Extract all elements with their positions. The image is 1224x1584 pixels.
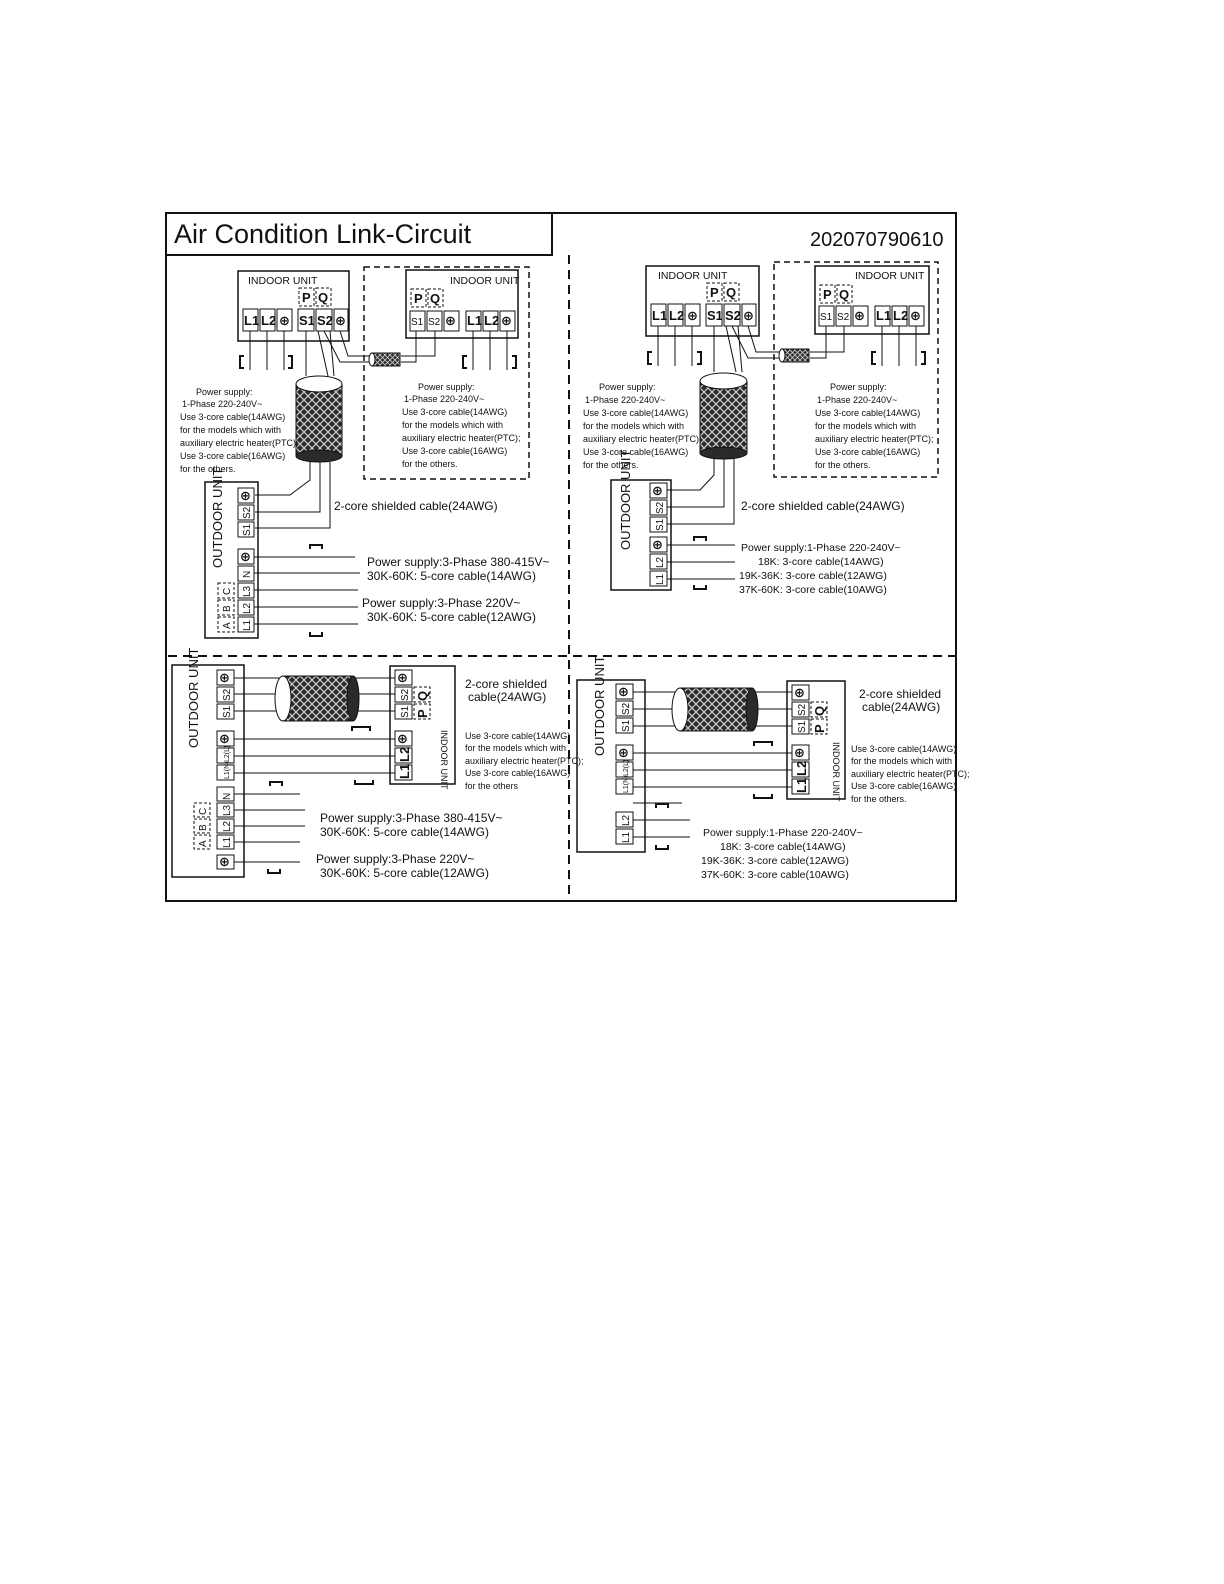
terminal-s2: S2	[428, 317, 441, 328]
svg-text:auxiliary electric heater(PTC): auxiliary electric heater(PTC);	[583, 434, 702, 444]
ground-icon: ⊕	[501, 313, 512, 328]
ground-icon: ⊕	[335, 313, 346, 328]
shielded-cable	[700, 381, 747, 453]
terminal-l2l: L2(L)	[224, 745, 231, 762]
terminal-l2: L2	[893, 308, 909, 323]
ground-icon: ⊕	[794, 685, 805, 700]
svg-text:for the models which with: for the models which with	[465, 743, 567, 753]
terminal-l1: L1	[876, 308, 892, 323]
ground-icon: ⊕	[910, 308, 921, 323]
terminal-s1: S1	[820, 312, 833, 323]
ground-icon: ⊕	[794, 745, 805, 760]
terminal-n: N	[242, 570, 253, 578]
three-phase-380-cable: 30K-60K: 5-core cable(14AWG)	[367, 569, 536, 583]
svg-text:for the others.: for the others.	[815, 460, 871, 470]
terminal-q: Q	[812, 705, 827, 716]
ground-icon: ⊕	[687, 308, 698, 323]
terminal-s2: S2	[797, 703, 808, 716]
indoor-unit-label: INDOOR UNIT	[831, 742, 841, 802]
terminal-l1: L1	[222, 836, 233, 848]
shielded-cable-label-1: 2-core shielded	[859, 687, 942, 701]
terminal-l3: L3	[222, 804, 233, 816]
indoor-unit-label: INDOOR UNIT	[439, 730, 449, 790]
terminal-l1: L1	[397, 763, 412, 779]
ground-icon: ⊕	[279, 313, 290, 328]
terminal-l2: L2	[621, 814, 632, 826]
terminal-q: Q	[415, 690, 430, 701]
single-phase-line3: 37K-60K: 3-core cable(10AWG)	[701, 869, 849, 881]
terminal-n: N	[222, 792, 233, 800]
terminal-p: P	[414, 291, 423, 306]
terminal-l1: L1	[242, 619, 253, 631]
ground-icon: ⊕	[618, 684, 629, 699]
shielded-cable-segment	[372, 353, 400, 366]
terminal-s1: S1	[655, 518, 666, 531]
quadrant-bottom-right	[577, 656, 970, 881]
terminal-p: P	[812, 724, 827, 733]
outdoor-unit-box	[577, 680, 645, 852]
quadrant-top-left	[180, 267, 549, 638]
svg-text:Use 3-core cable(16AWG): Use 3-core cable(16AWG)	[402, 446, 508, 456]
quadrant-bottom-left	[172, 648, 584, 880]
diagram-title: Air Condition Link-Circuit	[174, 219, 472, 249]
ground-icon: ⊕	[854, 308, 865, 323]
svg-text:for the models which with: for the models which with	[815, 421, 917, 431]
terminal-l1n: L1(N)	[224, 761, 231, 779]
terminal-l1: L1	[244, 313, 260, 328]
svg-text:for the models which with: for the models which with	[180, 425, 282, 435]
outdoor-unit-label: OUTDOOR UNIT	[210, 467, 225, 568]
svg-text:auxiliary electric heater(PTC): auxiliary electric heater(PTC);	[180, 438, 299, 448]
ground-icon: ⊕	[445, 313, 456, 328]
single-phase-line2: 19K-36K: 3-core cable(12AWG)	[739, 570, 887, 582]
terminal-l2: L2	[794, 760, 809, 776]
svg-text:for the others.: for the others.	[180, 464, 236, 474]
terminal-s2: S2	[621, 702, 632, 715]
svg-text:for the others.: for the others.	[402, 459, 458, 469]
quadrant-top-right	[583, 262, 938, 596]
terminal-s2: S2	[655, 501, 666, 514]
terminal-p: P	[710, 285, 719, 300]
svg-text:Use 3-core cable(14AWG): Use 3-core cable(14AWG)	[851, 744, 957, 754]
terminal-b: B	[222, 605, 233, 612]
ground-icon: ⊕	[618, 745, 629, 760]
indoor-unit-label: INDOOR UNIT	[855, 270, 925, 282]
terminal-c: C	[198, 807, 209, 815]
svg-text:Power supply:: Power supply:	[196, 387, 253, 397]
three-phase-220-cable: 30K-60K: 5-core cable(12AWG)	[320, 866, 489, 880]
svg-text:for the models which with: for the models which with	[583, 421, 685, 431]
indoor-cable-note	[465, 731, 584, 791]
terminal-q: Q	[726, 285, 737, 300]
svg-text:Power supply:: Power supply:	[830, 382, 887, 392]
shielded-cable-label-2: cable(24AWG)	[862, 700, 941, 714]
ground-icon: ⊕	[397, 670, 408, 685]
terminal-l2: L2	[484, 313, 500, 328]
single-phase-title: Power supply:1-Phase 220-240V~	[703, 827, 863, 839]
terminal-s1: S1	[222, 705, 233, 718]
three-phase-380-title: Power supply:3-Phase 380-415V~	[320, 811, 503, 825]
svg-text:for the models which with: for the models which with	[851, 756, 953, 766]
terminal-p: P	[823, 287, 832, 302]
terminal-l1n: L1(N)	[623, 775, 630, 793]
svg-text:for the others.: for the others.	[851, 794, 907, 804]
svg-text:Use 3-core cable(14AWG): Use 3-core cable(14AWG)	[815, 408, 921, 418]
three-phase-220-title: Power supply:3-Phase 220V~	[316, 852, 475, 866]
outdoor-unit-label: OUTDOOR UNIT	[186, 647, 201, 748]
terminal-l2: L2	[655, 556, 666, 568]
shielded-cable-label: 2-core shielded cable(24AWG)	[334, 499, 498, 513]
indoor-power-note	[583, 382, 702, 470]
single-phase-line1: 18K: 3-core cable(14AWG)	[758, 556, 884, 568]
terminal-s1: S1	[400, 705, 411, 718]
terminal-s1: S1	[242, 523, 253, 536]
svg-text:auxiliary electric heater(PTC): auxiliary electric heater(PTC);	[851, 769, 970, 779]
terminal-a: A	[198, 840, 209, 847]
terminal-a: A	[222, 622, 233, 629]
svg-text:for the others.: for the others.	[583, 460, 639, 470]
shielded-cable-label-1: 2-core shielded	[465, 677, 548, 691]
terminal-l2: L2	[397, 746, 412, 762]
terminal-s1: S1	[797, 720, 808, 733]
ground-icon: ⊕	[652, 537, 663, 552]
terminal-l2: L2	[222, 820, 233, 832]
terminal-l2l: L2(L)	[623, 759, 630, 776]
svg-text:auxiliary electric heater(PTC): auxiliary electric heater(PTC);	[465, 756, 584, 766]
svg-text:1-Phase 220-240V~: 1-Phase 220-240V~	[182, 399, 263, 409]
terminal-s2: S2	[725, 308, 741, 323]
terminal-s1: S1	[411, 317, 424, 328]
single-phase-line3: 37K-60K: 3-core cable(10AWG)	[739, 584, 887, 596]
terminal-p: P	[415, 709, 430, 718]
terminal-l2: L2	[669, 308, 685, 323]
shielded-cable	[283, 676, 353, 721]
svg-text:auxiliary electric heater(PTC): auxiliary electric heater(PTC);	[402, 433, 521, 443]
ground-icon: ⊕	[240, 549, 251, 564]
terminal-l1: L1	[467, 313, 483, 328]
shielded-cable	[296, 384, 342, 456]
terminal-l1: L1	[655, 573, 666, 585]
terminal-l3: L3	[242, 585, 253, 597]
svg-text:Power supply:: Power supply:	[418, 382, 475, 392]
terminal-c: C	[222, 587, 233, 595]
svg-text:Power supply:: Power supply:	[599, 382, 656, 392]
single-phase-line1: 18K: 3-core cable(14AWG)	[720, 841, 846, 853]
terminal-l1: L1	[652, 308, 668, 323]
ground-icon: ⊕	[219, 731, 230, 746]
shielded-cable-segment	[782, 349, 809, 362]
terminal-q: Q	[839, 287, 850, 302]
terminal-s2: S2	[242, 506, 253, 519]
terminal-l1: L1	[794, 777, 809, 793]
three-phase-380-cable: 30K-60K: 5-core cable(14AWG)	[320, 825, 489, 839]
indoor-power-note	[402, 382, 521, 469]
single-phase-line2: 19K-36K: 3-core cable(12AWG)	[701, 855, 849, 867]
terminal-q: Q	[318, 290, 329, 305]
indoor-unit-label: INDOOR UNIT	[248, 275, 318, 287]
terminal-b: B	[198, 824, 209, 831]
svg-text:Use 3-core cable(16AWG): Use 3-core cable(16AWG)	[583, 447, 689, 457]
svg-text:Use 3-core cable(14AWG): Use 3-core cable(14AWG)	[180, 412, 286, 422]
terminal-s2: S2	[317, 313, 333, 328]
outdoor-unit-label: OUTDOOR UNIT	[592, 655, 607, 756]
terminal-q: Q	[430, 291, 441, 306]
three-phase-380-title: Power supply:3-Phase 380-415V~	[367, 555, 550, 569]
svg-text:Use 3-core cable(16AWG): Use 3-core cable(16AWG)	[851, 781, 957, 791]
terminal-s1: S1	[621, 719, 632, 732]
diagram-code: 202070790610	[810, 229, 944, 251]
svg-text:Use 3-core cable(14AWG): Use 3-core cable(14AWG)	[402, 407, 508, 417]
indoor-unit-group-dashed	[774, 262, 938, 477]
indoor-cable-note	[851, 744, 970, 804]
three-phase-220-cable: 30K-60K: 5-core cable(12AWG)	[367, 610, 536, 624]
svg-text:Use 3-core cable(14AWG): Use 3-core cable(14AWG)	[465, 731, 571, 741]
svg-text:1-Phase 220-240V~: 1-Phase 220-240V~	[404, 394, 485, 404]
indoor-unit-label: INDOOR UNIT	[658, 270, 728, 282]
ground-icon: ⊕	[219, 854, 230, 869]
svg-text:Use 3-core cable(16AWG): Use 3-core cable(16AWG)	[465, 768, 571, 778]
terminal-s1: S1	[299, 313, 315, 328]
ground-icon: ⊕	[743, 308, 754, 323]
terminal-s2: S2	[837, 312, 850, 323]
terminal-s1: S1	[707, 308, 723, 323]
svg-text:for the others: for the others	[465, 781, 519, 791]
ground-icon: ⊕	[219, 670, 230, 685]
shielded-cable-label-2: cable(24AWG)	[468, 690, 547, 704]
terminal-s2: S2	[222, 688, 233, 701]
svg-text:Use 3-core cable(16AWG): Use 3-core cable(16AWG)	[815, 447, 921, 457]
terminal-l1: L1	[621, 831, 632, 843]
ground-icon: ⊕	[397, 731, 408, 746]
ground-icon: ⊕	[240, 488, 251, 503]
terminal-s2: S2	[400, 688, 411, 701]
indoor-unit-label: INDOOR UNIT	[450, 275, 520, 287]
three-phase-220-title: Power supply:3-Phase 220V~	[362, 596, 521, 610]
indoor-power-note	[180, 387, 299, 474]
terminal-l2: L2	[242, 602, 253, 614]
terminal-l2: L2	[261, 313, 277, 328]
svg-text:1-Phase 220-240V~: 1-Phase 220-240V~	[817, 395, 898, 405]
svg-text:for the models which with: for the models which with	[402, 420, 504, 430]
terminal-p: P	[302, 290, 311, 305]
outdoor-unit-label: OUTDOOR UNIT	[618, 449, 633, 550]
svg-text:auxiliary electric heater(PTC): auxiliary electric heater(PTC);	[815, 434, 934, 444]
svg-text:Use 3-core cable(16AWG): Use 3-core cable(16AWG)	[180, 451, 286, 461]
shielded-cable-label: 2-core shielded cable(24AWG)	[741, 499, 905, 513]
indoor-power-note	[815, 382, 934, 470]
shielded-cable	[680, 688, 752, 731]
single-phase-title: Power supply:1-Phase 220-240V~	[741, 542, 901, 554]
svg-text:Use 3-core cable(14AWG): Use 3-core cable(14AWG)	[583, 408, 689, 418]
svg-text:1-Phase 220-240V~: 1-Phase 220-240V~	[585, 395, 666, 405]
ground-icon: ⊕	[652, 483, 663, 498]
